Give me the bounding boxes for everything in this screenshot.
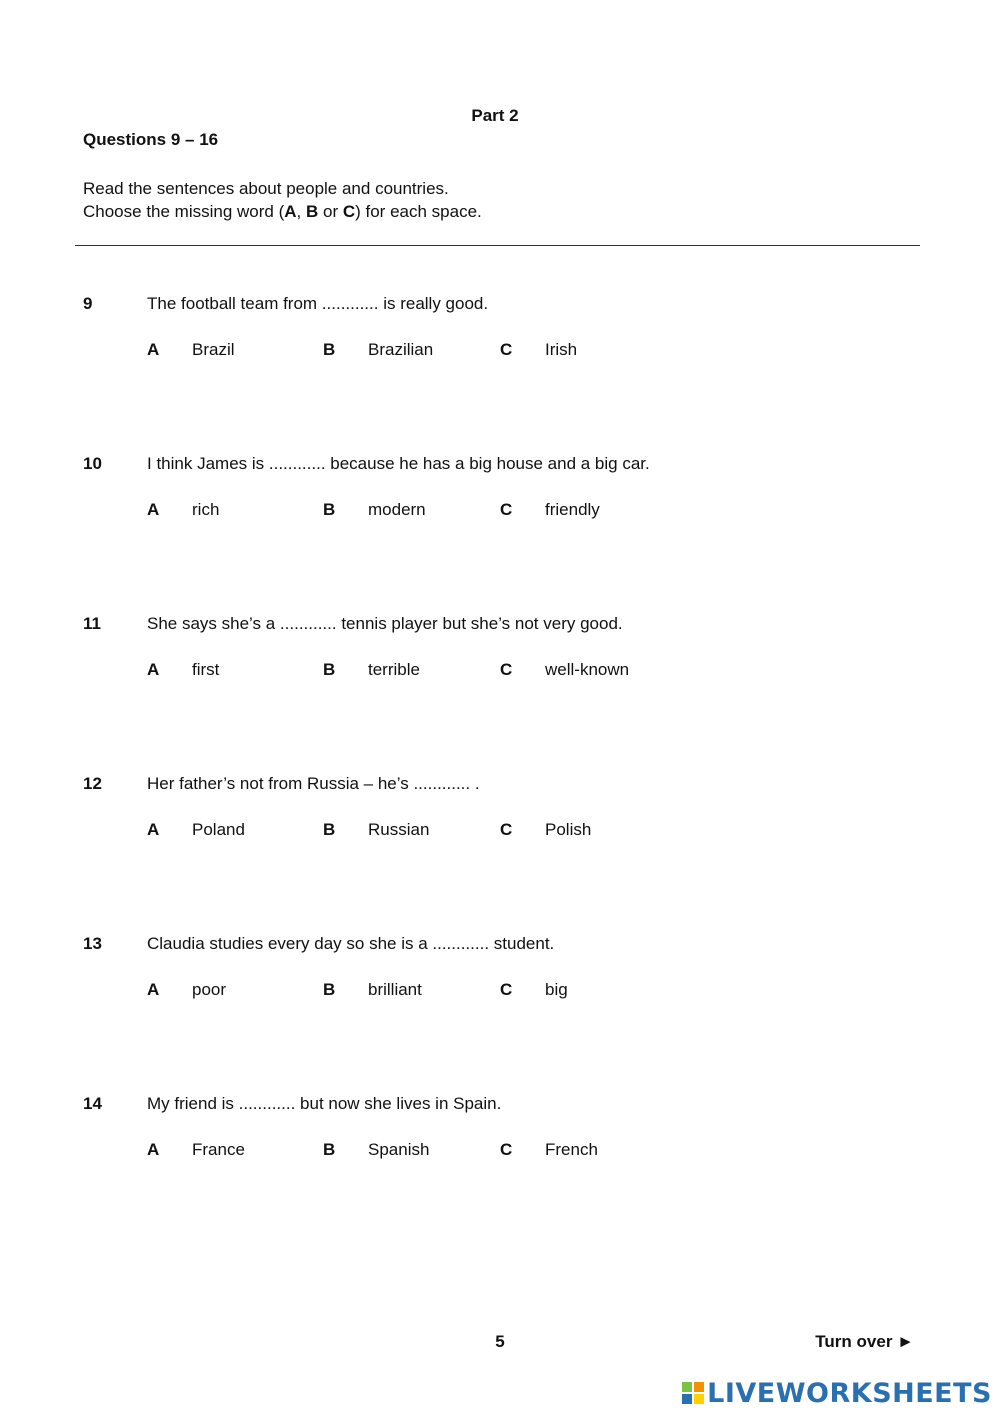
option-text[interactable]: Russian bbox=[368, 820, 430, 839]
question-item bbox=[0, 1094, 1000, 1204]
option-letter[interactable]: C bbox=[500, 500, 513, 519]
question-text: My friend is ............ but now she lives in Spain. bbox=[147, 1094, 502, 1113]
option-letter[interactable]: C bbox=[500, 980, 513, 999]
option-text[interactable]: modern bbox=[368, 500, 426, 519]
option-letter[interactable]: A bbox=[147, 980, 160, 999]
brand-mark-icon bbox=[682, 1382, 704, 1404]
question-item bbox=[0, 294, 1000, 404]
option-text[interactable]: France bbox=[192, 1140, 245, 1159]
question-number: 14 bbox=[83, 1094, 102, 1113]
option-letter[interactable]: C bbox=[500, 820, 513, 839]
option-text[interactable]: first bbox=[192, 660, 220, 679]
option-letter[interactable]: B bbox=[323, 820, 336, 839]
part-title: Part 2 bbox=[471, 106, 519, 125]
option-text[interactable]: well-known bbox=[545, 660, 630, 679]
question-text: The football team from ............ is really good. bbox=[147, 294, 489, 313]
option-letter[interactable]: C bbox=[500, 340, 513, 359]
option-letter[interactable]: B bbox=[323, 500, 336, 519]
option-letter[interactable]: B bbox=[323, 980, 336, 999]
question-number: 9 bbox=[83, 294, 93, 313]
option-letter[interactable]: A bbox=[147, 660, 160, 679]
question-number: 13 bbox=[83, 934, 102, 953]
divider bbox=[75, 245, 920, 246]
question-text: Claudia studies every day so she is a ............ student. bbox=[147, 934, 555, 953]
option-letter[interactable]: A bbox=[147, 500, 160, 519]
option-letter[interactable]: B bbox=[323, 1140, 336, 1159]
option-letter[interactable]: C bbox=[500, 1140, 513, 1159]
option-text[interactable]: friendly bbox=[545, 500, 600, 519]
option-letter[interactable]: C bbox=[500, 660, 513, 679]
question-text: She says she’s a ............ tennis player but she’s not very good. bbox=[147, 614, 623, 633]
option-text[interactable]: big bbox=[545, 980, 568, 999]
option-text[interactable]: Poland bbox=[192, 820, 245, 839]
option-text[interactable]: Irish bbox=[545, 340, 578, 359]
option-text[interactable]: terrible bbox=[368, 660, 420, 679]
option-letter[interactable]: A bbox=[147, 1140, 160, 1159]
instructions bbox=[83, 177, 482, 223]
option-text[interactable]: Brazil bbox=[192, 340, 235, 359]
option-letter[interactable]: A bbox=[147, 340, 160, 359]
instruction-line-2: Choose the missing word (A, B or C) for each space. bbox=[83, 202, 482, 221]
option-text[interactable]: Spanish bbox=[368, 1140, 430, 1159]
question-text: Her father’s not from Russia – he’s ............ . bbox=[147, 774, 480, 793]
question-item bbox=[0, 934, 1000, 1044]
turn-over-label: Turn over ► bbox=[815, 1332, 914, 1351]
question-number: 11 bbox=[83, 614, 101, 633]
option-letter[interactable]: B bbox=[323, 660, 336, 679]
option-letter[interactable]: A bbox=[147, 820, 160, 839]
option-text[interactable]: poor bbox=[192, 980, 227, 999]
question-item bbox=[0, 774, 1000, 884]
question-range-heading: Questions 9 – 16 bbox=[83, 130, 219, 149]
question-number: 10 bbox=[83, 454, 102, 473]
option-text[interactable]: rich bbox=[192, 500, 220, 519]
option-text[interactable]: Polish bbox=[545, 820, 592, 839]
option-text[interactable]: French bbox=[545, 1140, 598, 1159]
question-number: 12 bbox=[83, 774, 102, 793]
page-number: 5 bbox=[495, 1332, 505, 1351]
option-text[interactable]: brilliant bbox=[368, 980, 422, 999]
option-text[interactable]: Brazilian bbox=[368, 340, 434, 359]
question-item bbox=[0, 454, 1000, 564]
option-letter[interactable]: B bbox=[323, 340, 336, 359]
question-text: I think James is ............ because he has a big house and a big car. bbox=[147, 454, 650, 473]
brand-name: LIVEWORKSHEETS bbox=[707, 1377, 992, 1409]
question-item bbox=[0, 614, 1000, 724]
instruction-line-1: Read the sentences about people and countries. bbox=[83, 179, 449, 198]
liveworksheets-logo bbox=[682, 1378, 992, 1408]
